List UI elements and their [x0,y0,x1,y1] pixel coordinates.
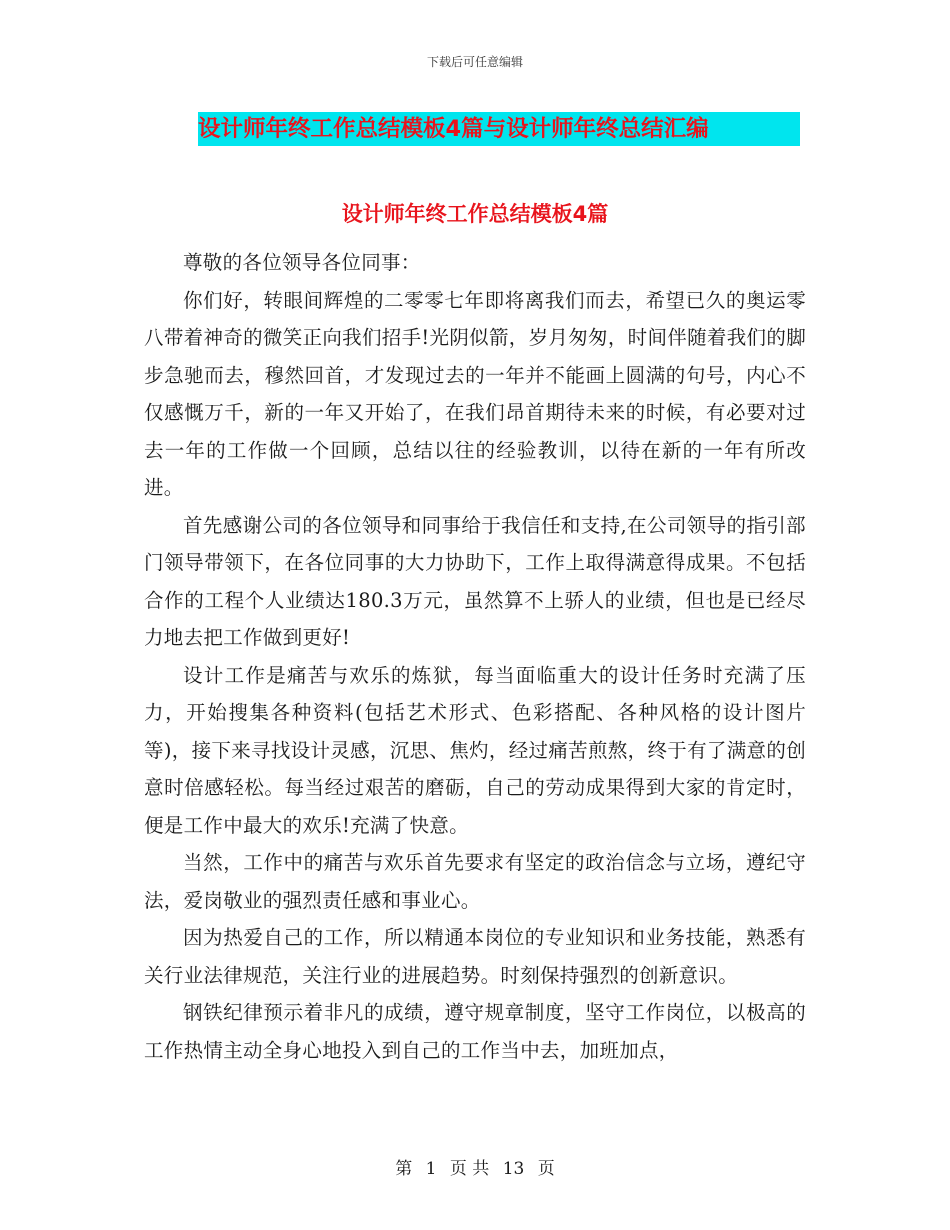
page-total: 13 [502,1159,525,1179]
header-note: 下载后可任意编辑 [426,55,523,69]
section-title: 设计师年终工作总结模板4篇 [341,202,609,226]
main-title-highlight [198,112,800,146]
paragraph: 当然，工作中的痛苦与欢乐首先要求有坚定的政治信念与立场，遵纪守法，爱岗敬业的强烈责任感和事业心。 [144,851,806,912]
page-footer [0,1154,950,1179]
document-body [144,244,806,1069]
paragraph: 你们好，转眼间辉煌的二零零七年即将离我们而去，希望已久的奥运零八带着神奇的微笑正向我们招手!光阴似箭，岁月匆匆，时间伴随着我们的脚步急驰而去，穆然回首，才发现过去的一年并不能画上圆满的句号，内心不仅感慨万千，新的一年又开始了，在我们昂首期待未来的时候，有必要对过去一年的工作做一个回顾，总结以往的经验教训，以待在新的一年有所改进。 [144,288,806,499]
paragraph: 因为热爱自己的工作，所以精通本岗位的专业知识和业务技能，熟悉有关行业法律规范，关注行业的进展趋势。时刻保持强烈的创新意识。 [144,926,806,987]
footer-prefix: 第 [395,1159,413,1179]
paragraph: 设计工作是痛苦与欢乐的炼狱，每当面临重大的设计任务时充满了压力，开始搜集各种资料(包括艺术形式、色彩搭配、各种风格的设计图片等)，接下来寻找设计灵感，沉思、焦灼，经过痛苦煎熬，终于有了满意的创意时倍感轻松。每当经过艰苦的磨砺，自己的劳动成果得到大家的肯定时，便是工作中最大的欢乐!充满了快意。 [144,663,806,837]
main-title: 设计师年终工作总结模板4篇与设计师年终总结汇编 [198,116,709,142]
salutation: 尊敬的各位领导各位同事： [183,251,421,274]
paragraph: 首先感谢公司的各位领导和同事给于我信任和支持,在公司领导的指引部门领导带领下，在各位同事的大力协助下，工作上取得满意得成果。不包括合作的工程个人业绩达180.3万元，虽然算不上骄人的业绩，但也是已经尽力地去把工作做到更好! [144,513,806,649]
footer-middle: 页 共 [449,1159,490,1179]
footer-suffix: 页 [537,1159,555,1179]
paragraph: 钢铁纪律预示着非凡的成绩，遵守规章制度，坚守工作岗位，以极高的工作热情主动全身心地投入到自己的工作当中去，加班加点， [144,1001,806,1062]
page-number: 1 [425,1159,437,1179]
